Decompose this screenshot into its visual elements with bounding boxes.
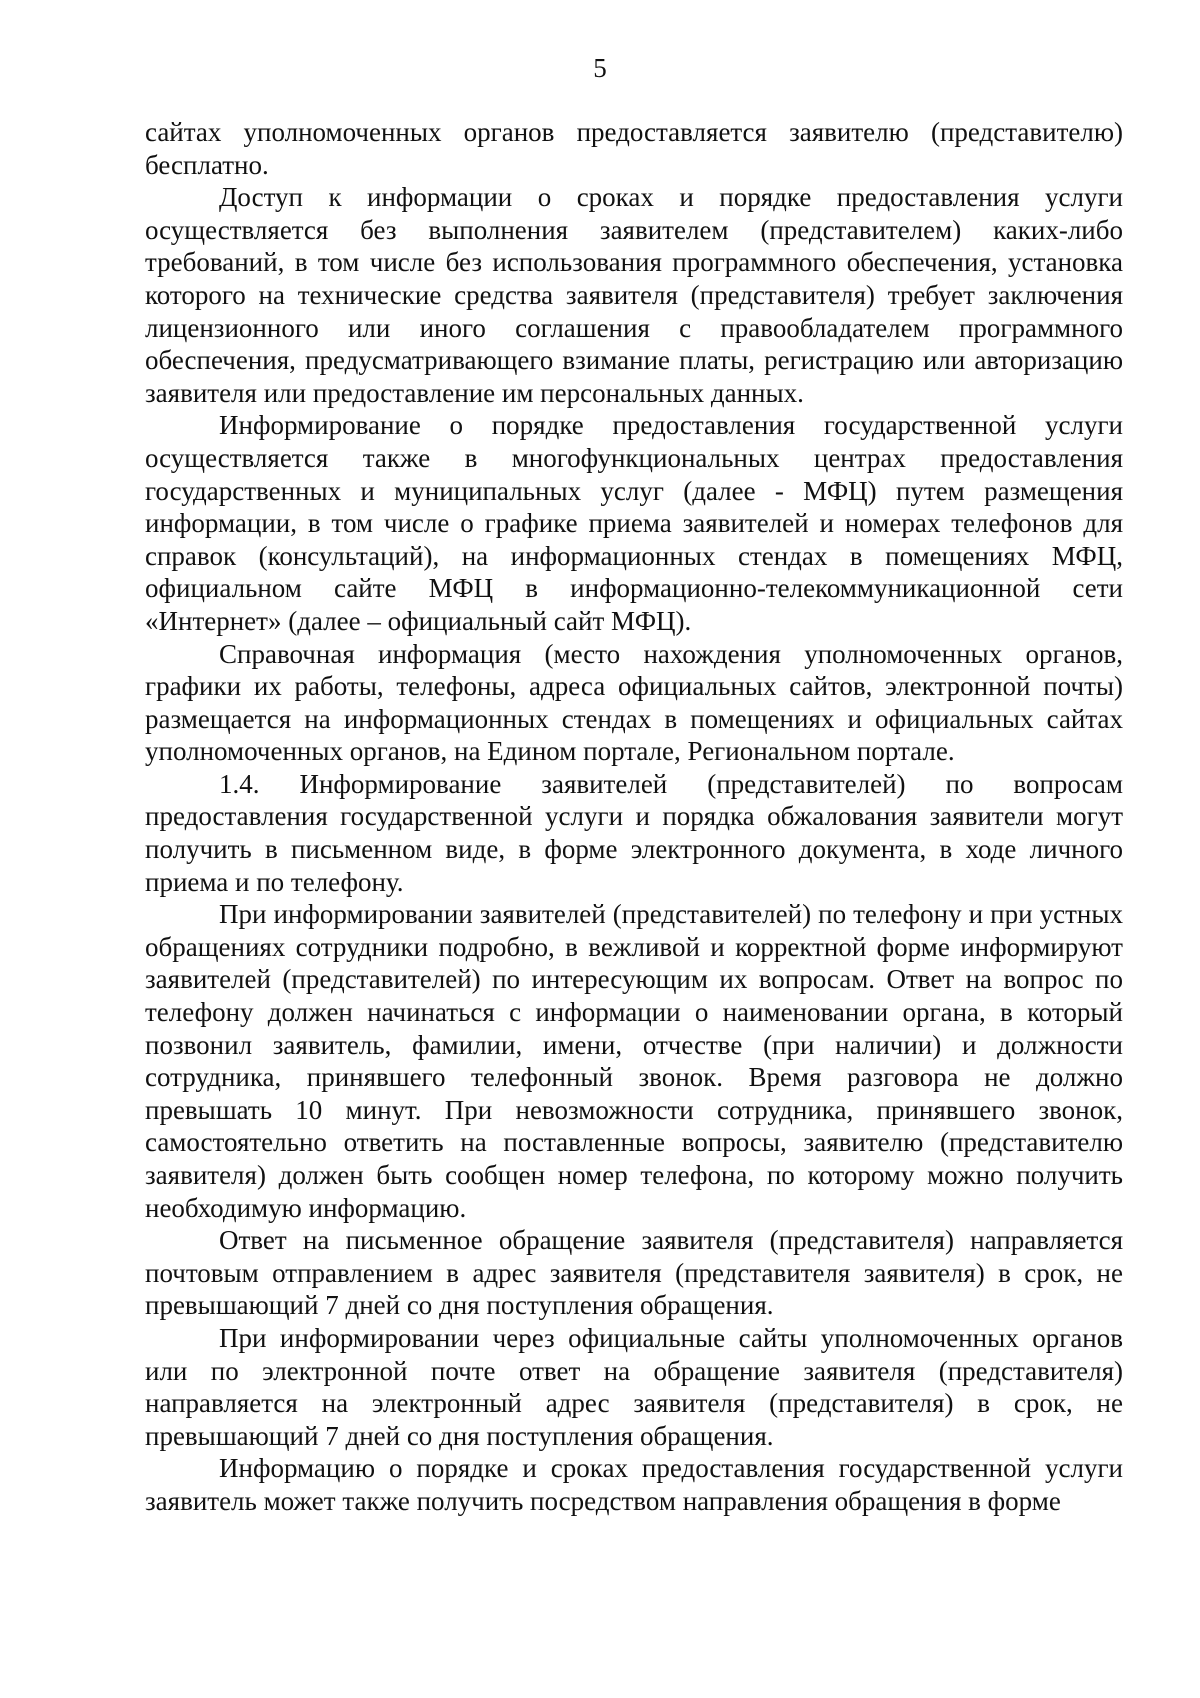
paragraph-phone-info: При информировании заявителей (представителей) по телефону и при устных обращениях сотрудники подробно, в вежливой и корректной форме информируют заявителей (представителей) по интересующим их вопросам. Ответ на вопрос по телефону должен начинаться с информации о наименовании органа, в который позвонил заявитель, фамилии, имени, отчестве (при наличии) и должности сотрудника, принявшего телефонный звонок. Время разговора не должно превышать 10 минут. При невозможности сотрудника, принявшего звонок, самостоятельно ответить на поставленные вопросы, заявителю (представителю заявителя) должен быть сообщен номер телефона, по которому можно получить необходимую информацию. xyxy=(145,899,1123,1223)
paragraph-email-reply: При информировании через официальные сайты уполномоченных органов или по электронной почте ответ на обращение заявителя (представителя) направляется на электронный адрес заявителя (представителя) в срок, не превышающий 7 дней со дня поступления обращения. xyxy=(145,1322,1123,1451)
page-number: 5 xyxy=(593,53,607,83)
paragraph-written-reply: Ответ на письменное обращение заявителя (представителя) направляется почтовым отправлением в адрес заявителя (представителя заявителя) в срок, не превышающий 7 дней со дня поступления обращения. xyxy=(145,1225,1123,1321)
paragraph-continuation: сайтах уполномоченных органов предоставляется заявителю (представителю) бесплатно. xyxy=(145,117,1123,180)
paragraph-section-1-4: 1.4. Информирование заявителей (представителей) по вопросам предоставления государственной услуги и порядка обжалования заявители могут получить в письменном виде, в форме электронного документа, в ходе личного приема и по телефону. xyxy=(145,768,1123,897)
document-body xyxy=(145,116,1123,1518)
paragraph-reference-info: Справочная информация (место нахождения уполномоченных органов, графики их работы, телефоны, адреса официальных сайтов, электронной почты) размещается на информационных стендах в помещениях и официальных сайтах уполномоченных органов, на Едином портале, Региональном портале. xyxy=(145,638,1123,767)
paragraph-mfc-info: Информирование о порядке предоставления государственной услуги осуществляется также в многофункциональных центрах предоставления государственных и муниципальных услуг (далее - МФЦ) путем размещения информации, в том числе о графике приема заявителей и номерах телефонов для справок (консультаций), на информационных стендах в помещениях МФЦ, официальном сайте МФЦ в информационно-телекоммуникационной сети «Интернет» (далее – официальный сайт МФЦ). xyxy=(145,410,1123,636)
paragraph-access-info: Доступ к информации о сроках и порядке предоставления услуги осуществляется без выполнения заявителем (представителем) каких-либо требований, в том числе без использования программного обеспечения, установка которого на технические средства заявителя (представителя) требует заключения лицензионного или иного соглашения с правообладателем программного обеспечения, предусматривающего взимание платы, регистрацию или авторизацию заявителя или предоставление им персональных данных. xyxy=(145,182,1123,408)
paragraph-electronic-request: Информацию о порядке и сроках предоставления государственной услуги заявитель может также получить посредством направления обращения в форме xyxy=(145,1453,1123,1516)
